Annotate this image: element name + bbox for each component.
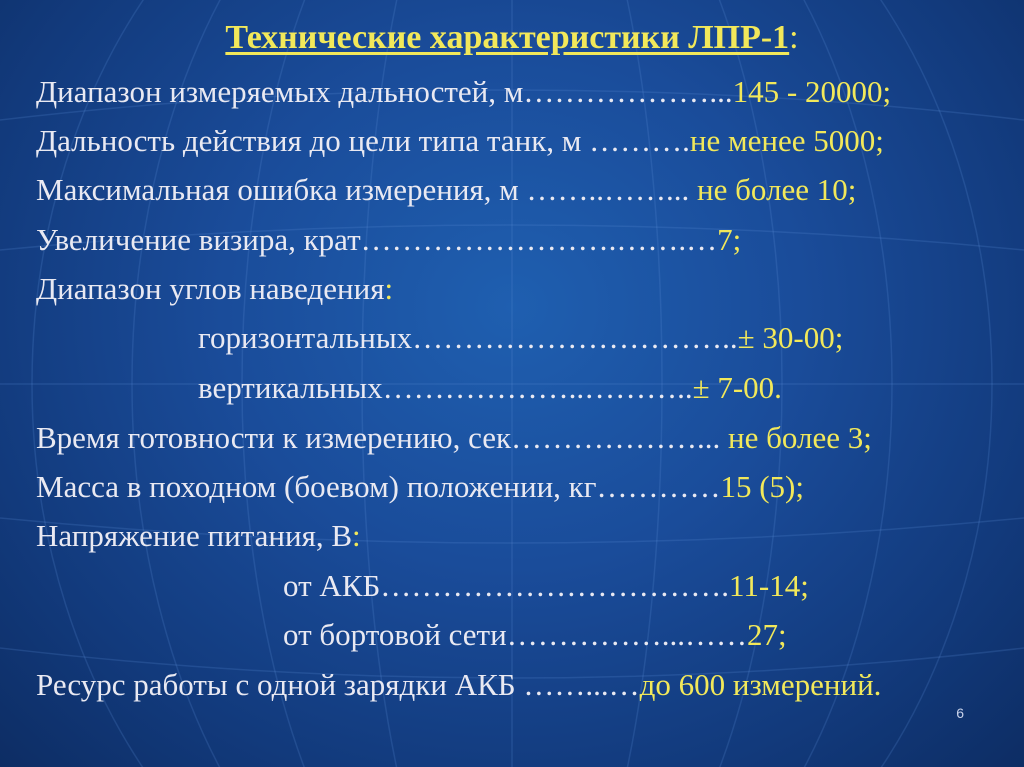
spec-line-tank-distance — [36, 121, 884, 161]
spec-dots: ………… — [596, 469, 721, 504]
spec-dots: …………………….…….… — [360, 222, 718, 257]
spec-line-angle-range — [36, 269, 393, 309]
spec-line-vertical — [198, 368, 782, 408]
spec-line-range — [36, 72, 891, 112]
spec-label: от бортовой сети — [283, 617, 507, 652]
spec-line-horizontal — [198, 318, 843, 358]
spec-dots: ……...… — [523, 667, 640, 702]
spec-label: Увеличение визира, крат — [36, 222, 361, 257]
spec-value: не более 10; — [689, 172, 857, 207]
spec-line-max-error — [36, 170, 856, 210]
spec-dots: ………………………….. — [412, 320, 738, 355]
spec-value: 7; — [717, 222, 742, 257]
slide-title-colon: : — [789, 19, 799, 56]
slide-title — [0, 16, 1024, 60]
page-number: 6 — [956, 705, 964, 721]
spec-dots: ………………..……….. — [382, 370, 693, 405]
spec-label: Время готовности к измерению, сек — [36, 420, 512, 455]
spec-value: : — [352, 518, 361, 553]
spec-dots: ……………………………. — [380, 568, 730, 603]
spec-line-magnification — [36, 220, 741, 260]
slide-title-text: Технические характеристики ЛПР-1 — [225, 19, 790, 56]
spec-dots: ……………...…… — [506, 617, 747, 652]
spec-line-resource — [36, 665, 881, 705]
spec-line-mass — [36, 467, 804, 507]
spec-value: не более 3; — [720, 420, 872, 455]
spec-value: 15 (5); — [720, 469, 804, 504]
spec-label: Напряжение питания, В — [36, 518, 353, 553]
spec-dots: ……..……... — [518, 172, 690, 207]
spec-label: Диапазон углов наведения — [36, 271, 385, 306]
spec-label: горизонтальных — [198, 320, 413, 355]
spec-label: Диапазон измеряемых дальностей, м — [36, 74, 524, 109]
spec-line-battery — [283, 566, 809, 606]
spec-line-voltage — [36, 516, 361, 556]
spec-line-onboard — [283, 615, 787, 655]
spec-value: ± 7-00. — [692, 370, 782, 405]
spec-label: вертикальных — [198, 370, 383, 405]
spec-value: до 600 измерений. — [639, 667, 882, 702]
spec-line-ready-time — [36, 418, 872, 458]
spec-label: Дальность действия до цели типа танк, м — [36, 123, 582, 158]
spec-label: от АКБ — [283, 568, 381, 603]
spec-value: 27; — [746, 617, 787, 652]
spec-dots: ………. — [581, 123, 690, 158]
spec-label: Масса в походном (боевом) положении, кг — [36, 469, 597, 504]
spec-value: ± 30-00; — [737, 320, 844, 355]
spec-value: 145 - 20000; — [732, 74, 892, 109]
spec-value: : — [384, 271, 394, 306]
spec-label: Максимальная ошибка измерения, м — [36, 172, 519, 207]
spec-dots: ………………... — [523, 74, 733, 109]
spec-dots: ………………... — [511, 420, 721, 455]
spec-value: не менее 5000; — [689, 123, 884, 158]
spec-value: 11-14; — [729, 568, 809, 603]
spec-label: Ресурс работы с одной зарядки АКБ — [36, 667, 524, 702]
